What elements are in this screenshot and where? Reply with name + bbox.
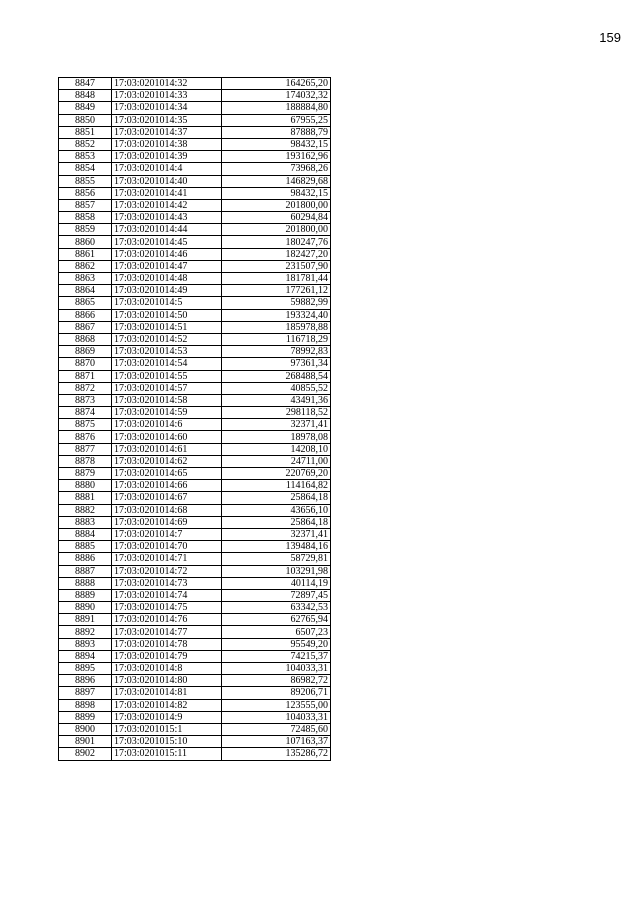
row-number-cell: 8885 (59, 541, 112, 553)
table-row (59, 175, 331, 187)
table-row (59, 285, 331, 297)
value-cell: 139484,16 (222, 541, 331, 553)
value-cell: 116718,29 (222, 333, 331, 345)
cadastral-number-cell: 17:03:0201014:67 (112, 492, 222, 504)
cadastral-number-cell: 17:03:0201014:4 (112, 163, 222, 175)
row-number-cell: 8873 (59, 394, 112, 406)
table-row (59, 163, 331, 175)
cadastral-number-cell: 17:03:0201014:60 (112, 431, 222, 443)
cadastral-number-cell: 17:03:0201014:34 (112, 102, 222, 114)
cadastral-number-cell: 17:03:0201014:7 (112, 528, 222, 540)
cadastral-number-cell: 17:03:0201014:65 (112, 468, 222, 480)
row-number-cell: 8896 (59, 675, 112, 687)
value-cell: 201800,00 (222, 224, 331, 236)
cadastral-number-cell: 17:03:0201014:33 (112, 90, 222, 102)
table-row (59, 358, 331, 370)
row-number-cell: 8889 (59, 589, 112, 601)
row-number-cell: 8900 (59, 723, 112, 735)
value-cell: 104033,31 (222, 711, 331, 723)
cadastral-number-cell: 17:03:0201014:74 (112, 589, 222, 601)
value-cell: 104033,31 (222, 663, 331, 675)
cadastral-number-cell: 17:03:0201015:11 (112, 748, 222, 760)
table-row (59, 614, 331, 626)
value-cell: 135286,72 (222, 748, 331, 760)
cadastral-number-cell: 17:03:0201014:78 (112, 638, 222, 650)
cadastral-number-cell: 17:03:0201014:37 (112, 126, 222, 138)
cadastral-number-cell: 17:03:0201014:57 (112, 382, 222, 394)
value-cell: 231507,90 (222, 260, 331, 272)
row-number-cell: 8874 (59, 407, 112, 419)
table-row (59, 528, 331, 540)
row-number-cell: 8901 (59, 736, 112, 748)
table-row (59, 589, 331, 601)
value-cell: 86982,72 (222, 675, 331, 687)
cadastral-number-cell: 17:03:0201014:55 (112, 370, 222, 382)
row-number-cell: 8899 (59, 711, 112, 723)
table-row (59, 102, 331, 114)
table-row (59, 333, 331, 345)
row-number-cell: 8859 (59, 224, 112, 236)
value-cell: 43491,36 (222, 394, 331, 406)
row-number-cell: 8872 (59, 382, 112, 394)
table-row (59, 687, 331, 699)
row-number-cell: 8860 (59, 236, 112, 248)
table-row (59, 260, 331, 272)
table-row (59, 224, 331, 236)
cadastral-number-cell: 17:03:0201014:70 (112, 541, 222, 553)
table-row (59, 407, 331, 419)
cadastral-number-cell: 17:03:0201014:41 (112, 187, 222, 199)
row-number-cell: 8876 (59, 431, 112, 443)
cadastral-number-cell: 17:03:0201014:52 (112, 333, 222, 345)
cadastral-number-cell: 17:03:0201014:59 (112, 407, 222, 419)
table-row (59, 382, 331, 394)
value-cell: 193162,96 (222, 151, 331, 163)
value-cell: 59882,99 (222, 297, 331, 309)
cadastral-number-cell: 17:03:0201014:42 (112, 199, 222, 211)
table-row (59, 711, 331, 723)
row-number-cell: 8871 (59, 370, 112, 382)
value-cell: 78992,83 (222, 346, 331, 358)
row-number-cell: 8883 (59, 516, 112, 528)
cadastral-number-cell: 17:03:0201014:32 (112, 78, 222, 90)
page-number: 159 (599, 30, 621, 45)
table-row (59, 443, 331, 455)
value-cell: 73968,26 (222, 163, 331, 175)
row-number-cell: 8875 (59, 419, 112, 431)
value-cell: 188884,80 (222, 102, 331, 114)
cadastral-number-cell: 17:03:0201014:80 (112, 675, 222, 687)
cadastral-number-cell: 17:03:0201014:62 (112, 455, 222, 467)
table-row (59, 126, 331, 138)
table-row (59, 309, 331, 321)
row-number-cell: 8870 (59, 358, 112, 370)
cadastral-number-cell: 17:03:0201014:72 (112, 565, 222, 577)
cadastral-number-cell: 17:03:0201014:71 (112, 553, 222, 565)
row-number-cell: 8850 (59, 114, 112, 126)
data-table (58, 77, 331, 761)
cadastral-number-cell: 17:03:0201014:69 (112, 516, 222, 528)
cadastral-number-cell: 17:03:0201014:77 (112, 626, 222, 638)
table-row (59, 663, 331, 675)
table-row (59, 138, 331, 150)
cadastral-number-cell: 17:03:0201014:46 (112, 248, 222, 260)
table-row (59, 516, 331, 528)
row-number-cell: 8895 (59, 663, 112, 675)
row-number-cell: 8847 (59, 78, 112, 90)
row-number-cell: 8891 (59, 614, 112, 626)
table-row (59, 90, 331, 102)
table-row (59, 199, 331, 211)
cadastral-number-cell: 17:03:0201014:5 (112, 297, 222, 309)
value-cell: 32371,41 (222, 419, 331, 431)
row-number-cell: 8865 (59, 297, 112, 309)
value-cell: 74215,37 (222, 650, 331, 662)
value-cell: 298118,52 (222, 407, 331, 419)
table-row (59, 577, 331, 589)
table-row (59, 394, 331, 406)
row-number-cell: 8855 (59, 175, 112, 187)
value-cell: 72485,60 (222, 723, 331, 735)
row-number-cell: 8863 (59, 273, 112, 285)
row-number-cell: 8877 (59, 443, 112, 455)
row-number-cell: 8886 (59, 553, 112, 565)
row-number-cell: 8868 (59, 333, 112, 345)
table-row (59, 151, 331, 163)
value-cell: 25864,18 (222, 492, 331, 504)
value-cell: 18978,08 (222, 431, 331, 443)
cadastral-number-cell: 17:03:0201014:38 (112, 138, 222, 150)
cadastral-number-cell: 17:03:0201014:68 (112, 504, 222, 516)
row-number-cell: 8882 (59, 504, 112, 516)
table-row (59, 480, 331, 492)
value-cell: 43656,10 (222, 504, 331, 516)
cadastral-number-cell: 17:03:0201014:75 (112, 602, 222, 614)
cadastral-number-cell: 17:03:0201014:6 (112, 419, 222, 431)
row-number-cell: 8864 (59, 285, 112, 297)
cadastral-number-cell: 17:03:0201014:45 (112, 236, 222, 248)
table-row (59, 565, 331, 577)
row-number-cell: 8894 (59, 650, 112, 662)
value-cell: 40855,52 (222, 382, 331, 394)
row-number-cell: 8856 (59, 187, 112, 199)
cadastral-number-cell: 17:03:0201014:82 (112, 699, 222, 711)
row-number-cell: 8881 (59, 492, 112, 504)
table-row (59, 321, 331, 333)
cadastral-number-cell: 17:03:0201014:50 (112, 309, 222, 321)
value-cell: 220769,20 (222, 468, 331, 480)
table-row (59, 346, 331, 358)
value-cell: 201800,00 (222, 199, 331, 211)
table-row (59, 419, 331, 431)
table-row (59, 468, 331, 480)
row-number-cell: 8858 (59, 212, 112, 224)
value-cell: 182427,20 (222, 248, 331, 260)
table-row (59, 431, 331, 443)
row-number-cell: 8897 (59, 687, 112, 699)
table-row (59, 187, 331, 199)
table-row (59, 273, 331, 285)
table-row (59, 626, 331, 638)
value-cell: 98432,15 (222, 187, 331, 199)
table-row (59, 248, 331, 260)
row-number-cell: 8879 (59, 468, 112, 480)
value-cell: 95549,20 (222, 638, 331, 650)
table-row (59, 699, 331, 711)
row-number-cell: 8880 (59, 480, 112, 492)
row-number-cell: 8848 (59, 90, 112, 102)
table-row (59, 638, 331, 650)
row-number-cell: 8888 (59, 577, 112, 589)
value-cell: 62765,94 (222, 614, 331, 626)
table-row (59, 78, 331, 90)
table-row (59, 212, 331, 224)
row-number-cell: 8861 (59, 248, 112, 260)
cadastral-number-cell: 17:03:0201014:51 (112, 321, 222, 333)
cadastral-number-cell: 17:03:0201015:1 (112, 723, 222, 735)
value-cell: 164265,20 (222, 78, 331, 90)
value-cell: 58729,81 (222, 553, 331, 565)
row-number-cell: 8857 (59, 199, 112, 211)
value-cell: 40114,19 (222, 577, 331, 589)
row-number-cell: 8849 (59, 102, 112, 114)
cadastral-number-cell: 17:03:0201015:10 (112, 736, 222, 748)
cadastral-number-cell: 17:03:0201014:58 (112, 394, 222, 406)
cadastral-number-cell: 17:03:0201014:79 (112, 650, 222, 662)
value-cell: 72897,45 (222, 589, 331, 601)
table-row (59, 370, 331, 382)
cadastral-number-cell: 17:03:0201014:54 (112, 358, 222, 370)
value-cell: 32371,41 (222, 528, 331, 540)
table-row (59, 504, 331, 516)
cadastral-number-cell: 17:03:0201014:73 (112, 577, 222, 589)
table-row (59, 748, 331, 760)
row-number-cell: 8862 (59, 260, 112, 272)
value-cell: 193324,40 (222, 309, 331, 321)
cadastral-number-cell: 17:03:0201014:81 (112, 687, 222, 699)
cadastral-number-cell: 17:03:0201014:61 (112, 443, 222, 455)
value-cell: 87888,79 (222, 126, 331, 138)
value-cell: 177261,12 (222, 285, 331, 297)
table-row (59, 723, 331, 735)
value-cell: 63342,53 (222, 602, 331, 614)
value-cell: 123555,00 (222, 699, 331, 711)
cadastral-number-cell: 17:03:0201014:76 (112, 614, 222, 626)
value-cell: 114164,82 (222, 480, 331, 492)
row-number-cell: 8887 (59, 565, 112, 577)
table-row (59, 541, 331, 553)
value-cell: 24711,00 (222, 455, 331, 467)
table-row (59, 602, 331, 614)
row-number-cell: 8902 (59, 748, 112, 760)
cadastral-number-cell: 17:03:0201014:43 (112, 212, 222, 224)
cadastral-number-cell: 17:03:0201014:8 (112, 663, 222, 675)
cadastral-number-cell: 17:03:0201014:47 (112, 260, 222, 272)
table-row (59, 297, 331, 309)
row-number-cell: 8892 (59, 626, 112, 638)
cadastral-number-cell: 17:03:0201014:48 (112, 273, 222, 285)
row-number-cell: 8852 (59, 138, 112, 150)
row-number-cell: 8866 (59, 309, 112, 321)
table-row (59, 492, 331, 504)
value-cell: 6507,23 (222, 626, 331, 638)
value-cell: 97361,34 (222, 358, 331, 370)
table-row (59, 650, 331, 662)
row-number-cell: 8878 (59, 455, 112, 467)
row-number-cell: 8853 (59, 151, 112, 163)
row-number-cell: 8851 (59, 126, 112, 138)
row-number-cell: 8854 (59, 163, 112, 175)
table-row (59, 236, 331, 248)
value-cell: 60294,84 (222, 212, 331, 224)
table-row (59, 675, 331, 687)
cadastral-number-cell: 17:03:0201014:49 (112, 285, 222, 297)
cadastral-number-cell: 17:03:0201014:9 (112, 711, 222, 723)
value-cell: 25864,18 (222, 516, 331, 528)
row-number-cell: 8884 (59, 528, 112, 540)
cadastral-number-cell: 17:03:0201014:66 (112, 480, 222, 492)
row-number-cell: 8898 (59, 699, 112, 711)
value-cell: 89206,71 (222, 687, 331, 699)
table-row (59, 553, 331, 565)
value-cell: 185978,88 (222, 321, 331, 333)
value-cell: 180247,76 (222, 236, 331, 248)
row-number-cell: 8893 (59, 638, 112, 650)
row-number-cell: 8890 (59, 602, 112, 614)
table-row (59, 736, 331, 748)
value-cell: 103291,98 (222, 565, 331, 577)
value-cell: 146829,68 (222, 175, 331, 187)
table-row (59, 455, 331, 467)
row-number-cell: 8867 (59, 321, 112, 333)
cadastral-number-cell: 17:03:0201014:39 (112, 151, 222, 163)
cadastral-number-cell: 17:03:0201014:40 (112, 175, 222, 187)
value-cell: 268488,54 (222, 370, 331, 382)
value-cell: 181781,44 (222, 273, 331, 285)
table-body (59, 78, 331, 761)
value-cell: 174032,32 (222, 90, 331, 102)
table-row (59, 114, 331, 126)
value-cell: 107163,37 (222, 736, 331, 748)
cadastral-number-cell: 17:03:0201014:35 (112, 114, 222, 126)
value-cell: 67955,25 (222, 114, 331, 126)
row-number-cell: 8869 (59, 346, 112, 358)
value-cell: 98432,15 (222, 138, 331, 150)
cadastral-number-cell: 17:03:0201014:44 (112, 224, 222, 236)
value-cell: 14208,10 (222, 443, 331, 455)
cadastral-number-cell: 17:03:0201014:53 (112, 346, 222, 358)
